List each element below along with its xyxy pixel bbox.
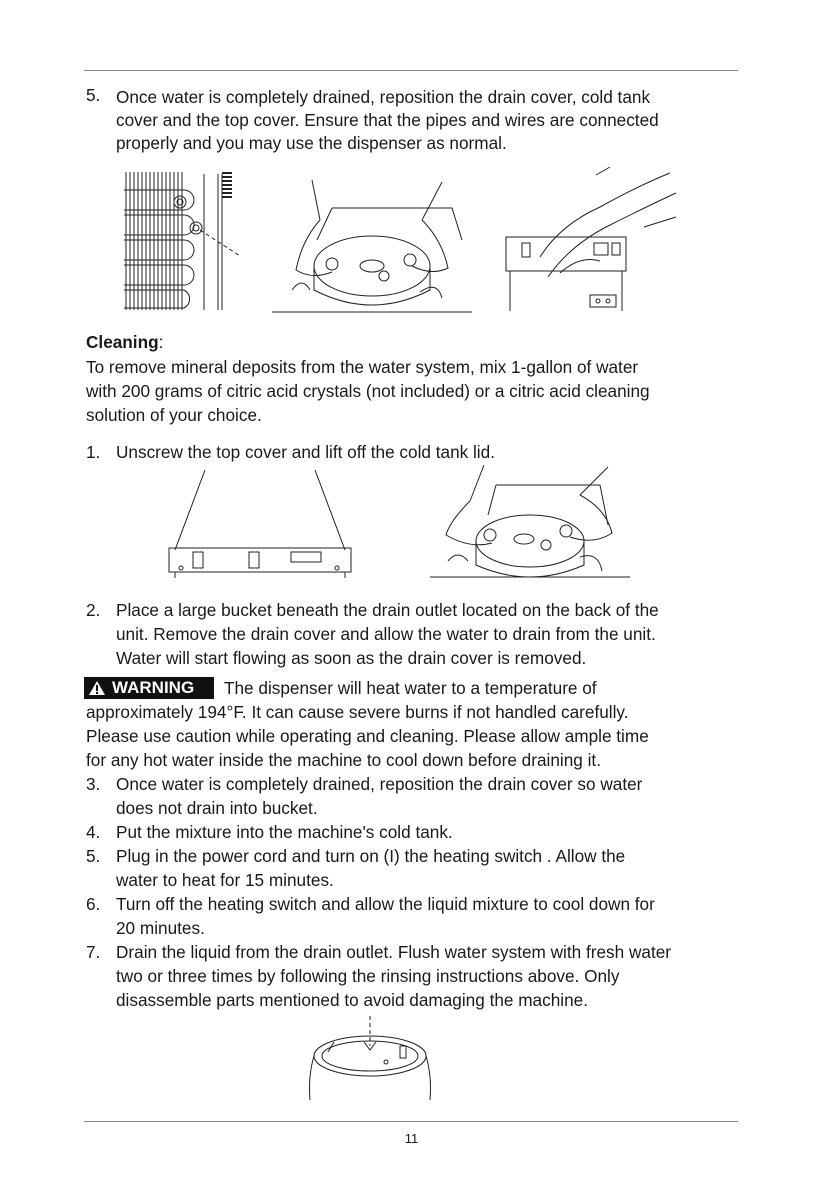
step-7-line-3: disassemble parts mentioned to avoid damaging the machine.	[116, 990, 588, 1010]
top-rule	[84, 70, 738, 71]
cold-tank-mixture-illustration	[300, 1016, 440, 1100]
cleaning-intro-line-1: To remove mineral deposits from the water system, mix 1-gallon of water	[86, 357, 639, 377]
step-5-top-line-1: Once water is completely drained, reposition the drain cover, cold tank	[116, 87, 651, 107]
step-4-number: 4.	[86, 822, 101, 842]
condenser-pipes-illustration	[118, 170, 248, 312]
step-6-number: 6.	[86, 894, 101, 914]
cleaning-heading-text: Cleaning	[86, 332, 159, 352]
cleaning-intro-line-2: with 200 grams of citric acid crystals (not included) or a citric acid cleaning	[86, 381, 650, 401]
step-3-line-1: Once water is completely drained, reposition the drain cover so water	[116, 774, 643, 794]
step-2-line-1: Place a large bucket beneath the drain outlet located on the back of the	[116, 600, 659, 620]
step-4-line-1: Put the mixture into the machine's cold tank.	[116, 822, 453, 842]
bottom-rule	[84, 1121, 738, 1122]
step-7-number: 7.	[86, 942, 101, 962]
step-5-top-line-3: properly and you may use the dispenser as normal.	[116, 133, 507, 153]
warning-label: WARNING	[112, 678, 195, 697]
warning-line-1: The dispenser will heat water to a temperature of	[224, 678, 597, 698]
unscrew-top-cover-illustration	[165, 470, 355, 580]
step-5-top-number: 5.	[86, 85, 101, 105]
warning-triangle-icon	[88, 680, 106, 696]
step-5-line-1: Plug in the power cord and turn on (I) the heating switch . Allow the	[116, 846, 626, 866]
cleaning-intro-line-3: solution of your choice.	[86, 405, 262, 425]
step-3-line-2: does not drain into bucket.	[116, 798, 318, 818]
step-2-number: 2.	[86, 600, 101, 620]
step-7-line-1: Drain the liquid from the drain outlet. Flush water system with fresh water	[116, 942, 672, 962]
cleaning-heading	[86, 331, 163, 354]
step-5-number: 5.	[86, 846, 101, 866]
cleaning-heading-colon: :	[158, 332, 164, 352]
step-5-line-2: water to heat for 15 minutes.	[116, 870, 334, 890]
step-3-number: 3.	[86, 774, 101, 794]
warning-line-3: Please use caution while operating and cleaning. Please allow ample time	[86, 726, 649, 746]
lift-cold-tank-lid-illustration	[430, 465, 630, 577]
step-2-line-2: unit. Remove the drain cover and allow the water to drain from the unit.	[116, 624, 656, 644]
step-1-number: 1.	[86, 442, 101, 462]
warning-line-4: for any hot water inside the machine to cool down before draining it.	[86, 750, 601, 770]
hands-placing-top-cover-illustration	[500, 165, 680, 313]
page-number: 11	[404, 1131, 419, 1146]
warning-badge	[84, 677, 214, 699]
step-5-top-line-2: cover and the top cover. Ensure that the pipes and wires are connected	[116, 110, 659, 130]
step-2-line-3: Water will start flowing as soon as the drain cover is removed.	[116, 648, 587, 668]
step-1-text: Unscrew the top cover and lift off the cold tank lid.	[116, 442, 495, 462]
warning-line-2: approximately 194°F. It can cause severe burns if not handled carefully.	[86, 702, 629, 722]
step-7-line-2: two or three times by following the rinsing instructions above. Only	[116, 966, 620, 986]
hands-placing-tank-lid-illustration	[272, 180, 472, 312]
step-6-line-2: 20 minutes.	[116, 918, 205, 938]
step-6-line-1: Turn off the heating switch and allow the liquid mixture to cool down for	[116, 894, 655, 914]
